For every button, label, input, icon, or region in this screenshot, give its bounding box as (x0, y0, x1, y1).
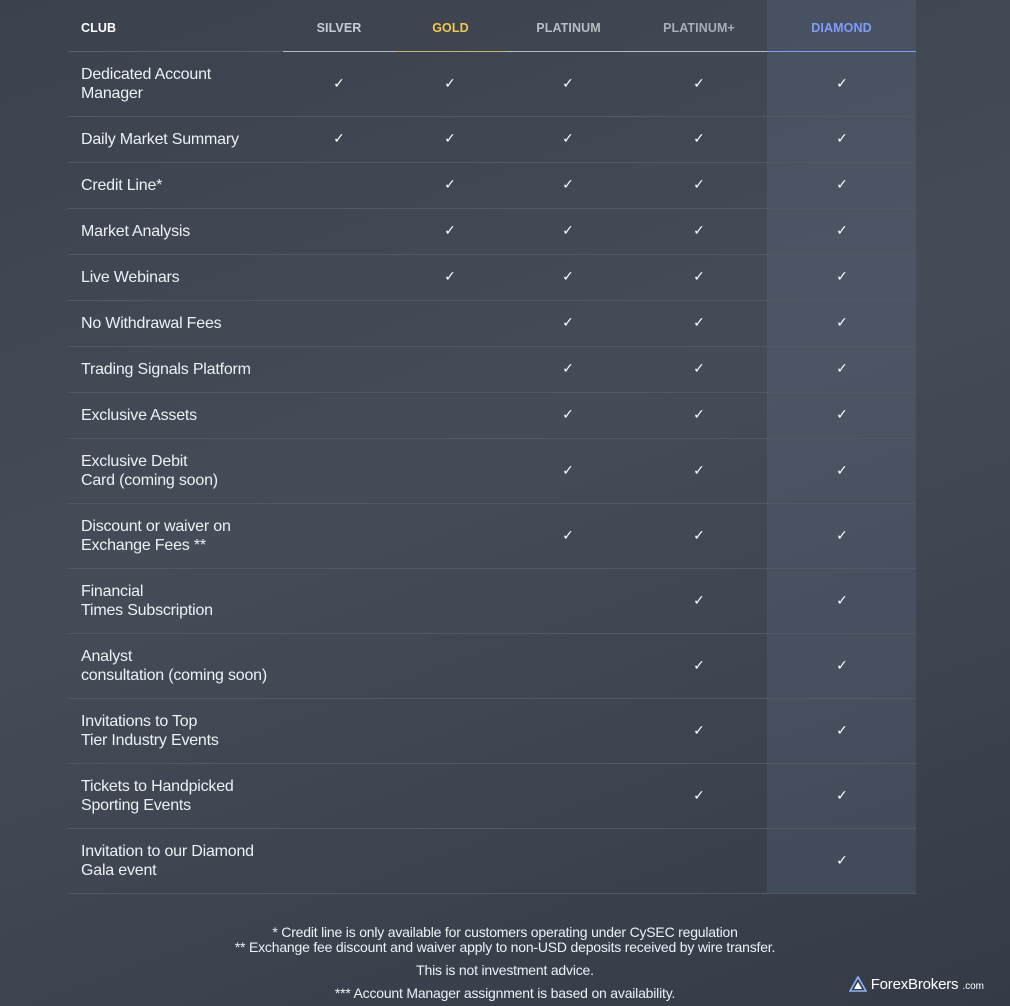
feature-label-line: Market Analysis (81, 223, 191, 240)
check-icon: ✓ (836, 407, 848, 423)
footnote-not-advice: This is not investment advice. (416, 962, 594, 978)
check-icon: ✓ (444, 177, 456, 193)
check-icon: ✓ (836, 223, 848, 239)
feature-label (81, 517, 231, 555)
table-row (68, 52, 916, 117)
forexbrokers-watermark (849, 975, 984, 993)
check-icon: ✓ (444, 223, 456, 239)
check-icon: ✓ (562, 269, 574, 285)
table-row (68, 569, 916, 634)
check-icon: ✓ (693, 177, 705, 193)
feature-label (81, 268, 180, 287)
feature-label-line: Manager (81, 85, 143, 102)
footnote-credit-line: * Credit line is only available for customers operating under CySEC regulation (272, 924, 738, 940)
table-header (68, 0, 916, 52)
club-comparison-table (68, 0, 916, 894)
table-row (68, 301, 916, 347)
check-icon: ✓ (693, 361, 705, 377)
footnote-account-manager: *** Account Manager assignment is based on availability. (334, 985, 676, 1001)
check-icon: ✓ (693, 528, 705, 544)
feature-label (81, 176, 162, 195)
table-row (68, 255, 916, 301)
check-icon: ✓ (836, 361, 848, 377)
feature-label-line: Tier Industry Events (81, 732, 219, 749)
check-icon: ✓ (836, 788, 848, 804)
check-icon: ✓ (562, 361, 574, 377)
table-row (68, 439, 916, 504)
check-icon: ✓ (693, 131, 705, 147)
check-icon: ✓ (836, 269, 848, 285)
check-icon: ✓ (693, 76, 705, 92)
check-icon: ✓ (693, 593, 705, 609)
check-icon: ✓ (693, 463, 705, 479)
feature-label-line: Tickets to Handpicked (81, 778, 234, 795)
check-icon: ✓ (693, 658, 705, 674)
table-row (68, 634, 916, 699)
feature-label (81, 360, 251, 379)
feature-label-line: Trading Signals Platform (81, 361, 251, 378)
feature-label-line: Analyst (81, 648, 133, 665)
check-icon: ✓ (693, 788, 705, 804)
column-header-platinum_plus: PLATINUM+ (631, 0, 767, 52)
feature-label (81, 65, 211, 103)
check-icon: ✓ (836, 528, 848, 544)
table-body (68, 52, 916, 894)
check-icon: ✓ (836, 131, 848, 147)
check-icon: ✓ (693, 269, 705, 285)
watermark-name: ForexBrokers (870, 975, 959, 993)
column-header-platinum: PLATINUM (506, 0, 631, 52)
feature-label-line: Times Subscription (81, 602, 213, 619)
feature-label (81, 842, 254, 880)
feature-label-line: consultation (coming soon) (81, 667, 268, 684)
feature-label-line: Card (coming soon) (81, 472, 218, 489)
check-icon: ✓ (836, 658, 848, 674)
check-icon: ✓ (562, 315, 574, 331)
check-icon: ✓ (836, 76, 848, 92)
feature-label-line: Invitations to Top (81, 713, 198, 730)
column-header-diamond: DIAMOND (767, 0, 916, 52)
check-icon: ✓ (562, 223, 574, 239)
check-icon: ✓ (562, 177, 574, 193)
check-icon: ✓ (836, 853, 848, 869)
feature-label-line: No Withdrawal Fees (81, 315, 222, 332)
check-icon: ✓ (693, 223, 705, 239)
feature-label (81, 452, 218, 490)
feature-label (81, 712, 219, 750)
check-icon: ✓ (836, 315, 848, 331)
table-row (68, 163, 916, 209)
table-row (68, 209, 916, 255)
check-icon: ✓ (562, 463, 574, 479)
feature-label-line: Exclusive Assets (81, 407, 197, 424)
feature-label-line: Credit Line* (81, 177, 163, 194)
feature-label-line: Exchange Fees ** (81, 537, 206, 554)
table-row (68, 347, 916, 393)
watermark-tld: .com (962, 980, 984, 992)
feature-label-line: Invitation to our Diamond (81, 843, 254, 860)
forexbrokers-logo-icon (849, 976, 867, 992)
feature-label-line: Financial (81, 583, 144, 600)
check-icon: ✓ (836, 723, 848, 739)
feature-label (81, 406, 197, 425)
check-icon: ✓ (562, 131, 574, 147)
feature-label-line: Exclusive Debit (81, 453, 188, 470)
check-icon: ✓ (562, 76, 574, 92)
table-row (68, 829, 916, 894)
table-row (68, 117, 916, 163)
check-icon: ✓ (333, 131, 345, 147)
column-header-silver: SILVER (283, 0, 395, 52)
check-icon: ✓ (444, 76, 456, 92)
column-header-gold: GOLD (395, 0, 506, 52)
check-icon: ✓ (693, 315, 705, 331)
table-row (68, 699, 916, 764)
feature-label-line: Dedicated Account (81, 66, 212, 83)
feature-label (81, 582, 213, 620)
table-row (68, 393, 916, 439)
feature-label-line: Discount or waiver on (81, 518, 231, 535)
check-icon: ✓ (836, 593, 848, 609)
check-icon: ✓ (693, 723, 705, 739)
check-icon: ✓ (836, 463, 848, 479)
table-row (68, 504, 916, 569)
club-header: CLUB (81, 0, 231, 52)
feature-label (81, 130, 239, 149)
check-icon: ✓ (562, 407, 574, 423)
check-icon: ✓ (444, 131, 456, 147)
check-icon: ✓ (693, 407, 705, 423)
feature-label-line: Daily Market Summary (81, 131, 239, 148)
feature-label (81, 222, 190, 241)
check-icon: ✓ (562, 528, 574, 544)
feature-label-line: Live Webinars (81, 269, 180, 286)
table-row (68, 764, 916, 829)
feature-label (81, 647, 267, 685)
feature-label (81, 777, 234, 815)
check-icon: ✓ (444, 269, 456, 285)
footnote-exchange-fee: ** Exchange fee discount and waiver apply to non-USD deposits received by wire transfer. (234, 939, 776, 955)
feature-label (81, 314, 221, 333)
check-icon: ✓ (333, 76, 345, 92)
feature-label-line: Gala event (81, 862, 157, 879)
check-icon: ✓ (836, 177, 848, 193)
feature-label-line: Sporting Events (81, 797, 191, 814)
